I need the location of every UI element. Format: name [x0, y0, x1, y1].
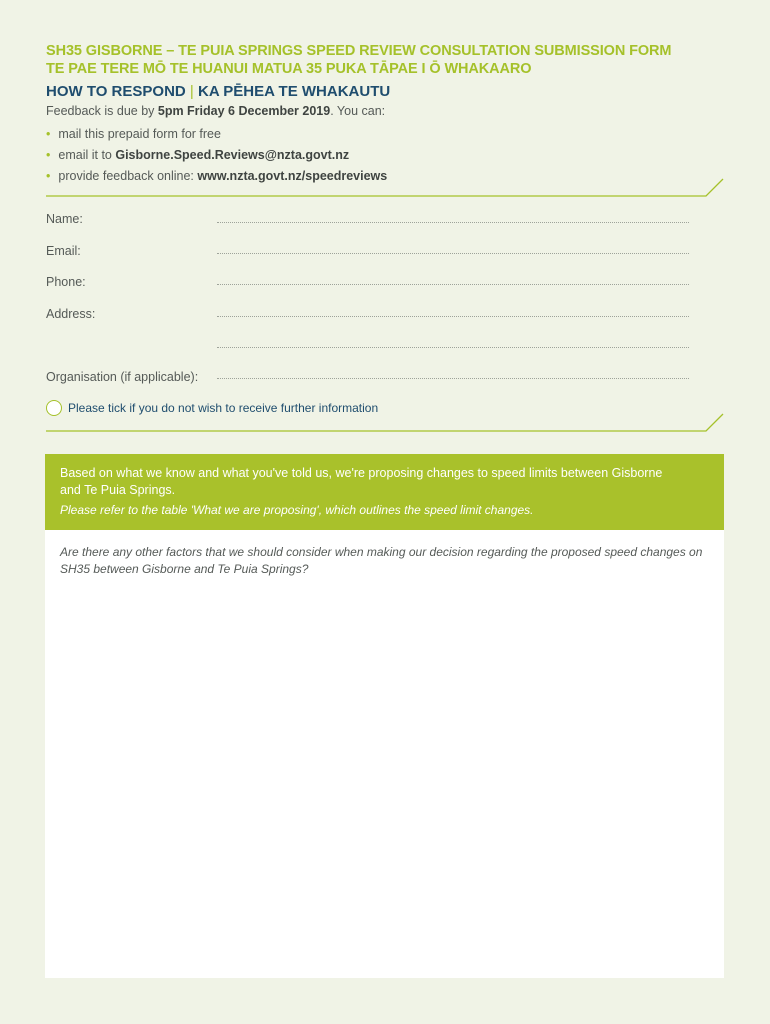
due-prefix: Feedback is due by: [46, 104, 158, 118]
bullet-icon: •: [46, 148, 51, 162]
name-field[interactable]: [217, 222, 689, 223]
bullet-icon: •: [46, 127, 51, 141]
address-field[interactable]: [217, 316, 689, 317]
address-field-line-2[interactable]: [217, 347, 689, 348]
phone-label: Phone:: [46, 275, 86, 289]
list-item: [46, 147, 387, 168]
bullet-icon: •: [46, 169, 51, 183]
list-item: [46, 126, 387, 147]
option-email: email it to: [58, 148, 116, 162]
address-label: Address:: [46, 307, 96, 321]
form-title-maori: TE PAE TERE MŌ TE HUANUI MATUA 35 PUKA TĀPAE I Ō WHAKAARO: [46, 61, 532, 77]
feedback-question: Are there any other factors that we should consider when making our decision regarding the proposed speed changes on SH35 between Gisborne and Te Puia Springs?: [60, 545, 703, 576]
email-field[interactable]: [217, 253, 689, 254]
heading-separator: |: [189, 83, 194, 100]
proposal-banner: [45, 454, 724, 530]
section-divider: [46, 411, 724, 433]
feedback-answer-area[interactable]: [45, 530, 724, 978]
due-date-text: [46, 104, 385, 118]
how-to-respond-en: HOW TO RESPOND: [46, 83, 186, 100]
option-mail: mail this prepaid form for free: [58, 127, 221, 141]
website-link[interactable]: www.nzta.govt.nz/speedreviews: [197, 169, 388, 183]
proposal-reference: Please refer to the table 'What we are proposing', which outlines the speed limit changes.: [60, 503, 534, 517]
phone-field[interactable]: [217, 284, 689, 285]
form-title-english: SH35 GISBORNE – TE PUIA SPRINGS SPEED REVIEW CONSULTATION SUBMISSION FORM: [46, 43, 672, 59]
due-suffix: . You can:: [330, 104, 386, 118]
proposal-intro: Based on what we know and what you've told us, we're proposing changes to speed limits between Gisborne and Te Puia Springs.: [60, 466, 663, 497]
due-date: 5pm Friday 6 December 2019: [157, 104, 331, 118]
email-link[interactable]: Gisborne.Speed.Reviews@nzta.govt.nz: [115, 148, 350, 162]
organisation-field[interactable]: [217, 378, 689, 379]
section-divider: [46, 178, 724, 200]
how-to-respond-heading: [46, 83, 390, 100]
organisation-label: Organisation (if applicable):: [46, 370, 199, 384]
option-online: provide feedback online:: [58, 169, 198, 183]
no-further-info-label: Please tick if you do not wish to receive further information: [68, 401, 379, 415]
form-title: [46, 42, 726, 78]
name-label: Name:: [46, 212, 83, 226]
how-to-respond-mi: KA PĒHEA TE WHAKAUTU: [197, 83, 391, 100]
email-label: Email:: [46, 244, 81, 258]
